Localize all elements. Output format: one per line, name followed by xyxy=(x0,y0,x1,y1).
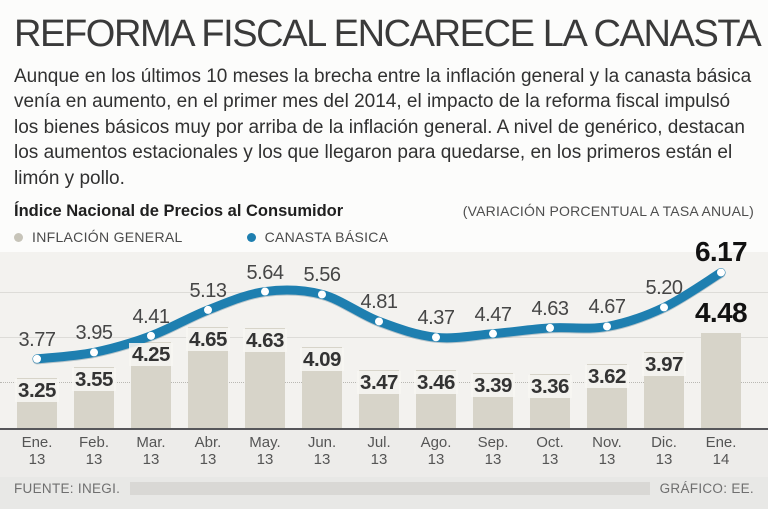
line-point xyxy=(147,332,155,340)
x-axis-label: Oct. 13 xyxy=(536,434,564,468)
line-point xyxy=(546,324,554,332)
gray-dot-icon xyxy=(14,233,23,242)
bar-value-label: 4.63 xyxy=(227,329,303,353)
x-axis-label: Ene. 14 xyxy=(705,434,737,468)
bar-value-label: 3.39 xyxy=(455,374,531,398)
line-point xyxy=(489,330,497,338)
source-credit: FUENTE: INEGI. xyxy=(14,481,121,496)
x-axis-label: Jul. 13 xyxy=(367,434,391,468)
line-value-label: 4.63 xyxy=(531,297,569,320)
blue-dot-icon xyxy=(247,233,256,242)
line-point xyxy=(375,317,383,325)
bar-value-label: 3.25 xyxy=(0,379,75,403)
x-axis xyxy=(0,428,768,477)
legend-item-canasta-basica xyxy=(247,229,389,245)
bar-value-label: 4.25 xyxy=(113,343,189,367)
x-axis-label: Ene. 13 xyxy=(21,434,53,468)
bar-value-label: 4.48 xyxy=(694,297,748,329)
x-axis-label: Feb. 13 xyxy=(78,434,109,468)
bar-value-label: 3.97 xyxy=(626,353,702,377)
headline: REFORMA FISCAL ENCARECE LA CANASTA xyxy=(14,13,761,55)
chart-note: (VARIACIÓN PORCENTUAL A TASA ANUAL) xyxy=(462,203,754,220)
bar-value-label: 3.47 xyxy=(341,371,417,395)
footer-divider xyxy=(130,482,649,495)
line-point xyxy=(204,306,212,314)
line-value-label: 3.95 xyxy=(75,322,113,345)
line-value-label: 6.17 xyxy=(694,236,748,268)
line-value-label: 5.13 xyxy=(189,279,227,302)
line-value-label: 4.81 xyxy=(360,291,398,314)
chart-title: Índice Nacional de Precios al Consumidor xyxy=(14,202,344,221)
line-point xyxy=(717,268,725,276)
x-axis-label: Abr. 13 xyxy=(194,434,222,468)
line-point xyxy=(261,288,269,296)
footer xyxy=(0,477,768,509)
line-value-label: 4.47 xyxy=(474,303,512,326)
line-point xyxy=(660,303,668,311)
x-axis-label: Dic. 13 xyxy=(651,434,677,468)
legend xyxy=(14,229,754,245)
x-axis-label: Ago. 13 xyxy=(420,434,452,468)
x-axis-label: May. 13 xyxy=(249,434,281,468)
intro-paragraph: Aunque en los últimos 10 meses la brecha entre la inflación general y la canasta básica venía en aumento, en el primer mes del 2014, el impacto de la reforma fiscal impulsó los bienes básicos muy por arriba de la inflación general. A nivel de genérico, destacan los aumentos estacionales y los que llegaron para quedarse, en los primeros están el limón y pollo. xyxy=(14,65,752,189)
x-axis-label: Jun. 13 xyxy=(307,434,337,468)
line-value-label: 4.37 xyxy=(417,307,455,330)
line-value-label: 4.41 xyxy=(132,305,170,328)
x-axis-label: Nov. 13 xyxy=(592,434,622,468)
legend-item-inflacion-general xyxy=(14,229,183,245)
legend-label: INFLACIÓN GENERAL xyxy=(32,229,183,246)
line-point xyxy=(603,322,611,330)
line-value-label: 5.64 xyxy=(246,261,284,284)
x-axis-label: Sep. 13 xyxy=(477,434,509,468)
bar-value-label: 3.46 xyxy=(398,371,474,395)
legend-label: CANASTA BÁSICA xyxy=(264,229,389,246)
line-point xyxy=(33,355,41,363)
line-value-label: 5.56 xyxy=(303,264,341,287)
x-axis-label: Mar. 13 xyxy=(136,434,166,468)
line-point xyxy=(432,333,440,341)
line-value-label: 5.20 xyxy=(645,277,683,300)
bar-value-label: 4.65 xyxy=(170,328,246,352)
graphic-credit: GRÁFICO: EE. xyxy=(659,481,754,496)
line-point xyxy=(318,290,326,298)
header xyxy=(0,0,768,245)
bar-value-label: 3.62 xyxy=(569,365,645,389)
bar-value-label: 4.09 xyxy=(284,348,360,372)
bar-value-label: 3.36 xyxy=(512,375,588,399)
line-value-label: 3.77 xyxy=(18,328,56,351)
chart-header xyxy=(14,202,754,221)
bar-value-label: 3.55 xyxy=(56,368,132,392)
line-point xyxy=(90,348,98,356)
line-value-label: 4.67 xyxy=(588,296,626,319)
